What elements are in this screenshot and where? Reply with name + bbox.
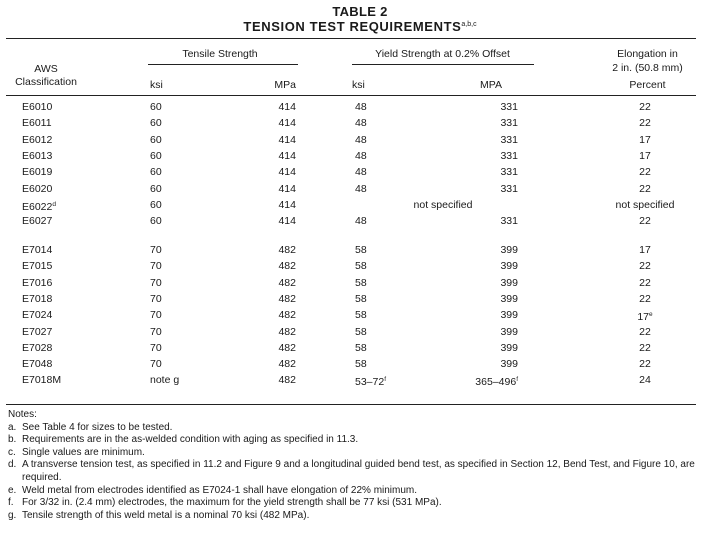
cell-t-mpa — [240, 357, 296, 371]
cell-y-ksi — [355, 100, 367, 114]
cell-text: 58 — [355, 325, 367, 338]
cell-text: E7018M — [22, 374, 62, 387]
cell-y-mpa — [468, 259, 518, 273]
header-classification: Classification — [15, 76, 77, 88]
cell-y-mpa — [468, 357, 518, 371]
cell-text: 399 — [500, 341, 518, 354]
cell-el — [590, 325, 700, 339]
cell-t-mpa — [240, 116, 296, 130]
cell-t-ksi — [150, 214, 162, 228]
cell-text: E7015 — [22, 260, 53, 273]
cell-cls — [22, 341, 52, 355]
note-text-prefix: For — [22, 497, 40, 509]
cell-text: 70 — [150, 341, 162, 354]
cell-y-ksi — [355, 214, 367, 228]
cell-t-ksi — [150, 259, 162, 273]
cell-text: 22 — [639, 117, 651, 130]
cell-text: 482 — [278, 292, 296, 305]
cell-el — [590, 198, 700, 212]
note-item — [8, 459, 698, 484]
cell-text: 17 — [639, 133, 651, 146]
cell-t-ksi — [150, 308, 162, 322]
cell-t-mpa — [240, 198, 296, 212]
cell-y-ksi — [355, 116, 367, 130]
cell-text: 399 — [500, 358, 518, 371]
cell-t-mpa — [240, 325, 296, 339]
cell-y-ksi — [355, 243, 367, 257]
note-fraction: 3/32 — [39, 497, 60, 509]
cell-cls — [22, 214, 52, 228]
cell-y-ksi — [355, 276, 367, 290]
cell-text: E7048 — [22, 358, 53, 371]
notes-list — [8, 422, 698, 523]
cell-t-ksi — [150, 165, 162, 179]
cell-text: 60 — [150, 149, 162, 162]
footnote-mark: d — [52, 200, 56, 208]
cell-y-mpa — [468, 341, 518, 355]
header-tensile-ksi: ksi — [150, 79, 163, 91]
cell-y-ksi — [355, 373, 386, 389]
cell-el — [590, 357, 700, 371]
cell-cls — [22, 198, 56, 214]
cell-text: 22 — [639, 276, 651, 289]
cell-text: 414 — [278, 149, 296, 162]
cell-text: 22 — [639, 166, 651, 179]
cell-text: 482 — [278, 374, 296, 387]
cell-el — [590, 182, 700, 196]
note-label: c. — [8, 446, 16, 458]
cell-t-ksi — [150, 133, 162, 147]
cell-text: 70 — [150, 358, 162, 371]
cell-cls — [22, 373, 61, 387]
cell-cls — [22, 308, 52, 322]
cell-text: 17 — [639, 244, 651, 256]
note-item — [8, 434, 698, 447]
note-label: e. — [8, 484, 17, 496]
cell-t-ksi — [150, 357, 162, 371]
cell-t-mpa — [240, 373, 296, 387]
cell-text: 58 — [355, 276, 367, 289]
cell-text: 331 — [500, 101, 518, 113]
cell-y-ksi — [355, 182, 367, 196]
cell-t-ksi — [150, 341, 162, 355]
note-item — [8, 510, 698, 523]
cell-text: E6022 — [22, 200, 53, 213]
cell-text: E7016 — [22, 276, 53, 289]
cell-text: 60 — [150, 166, 162, 179]
cell-text: 60 — [150, 182, 162, 195]
cell-text: 22 — [639, 101, 651, 113]
cell-el — [590, 243, 700, 257]
cell-el — [590, 133, 700, 147]
cell-y-ksi — [355, 259, 367, 273]
cell-t-mpa — [240, 276, 296, 290]
cell-t-ksi — [150, 325, 162, 339]
cell-text: 331 — [500, 166, 518, 179]
header-yield-mpa: MPA — [480, 79, 502, 91]
cell-text: 22 — [639, 325, 651, 338]
cell-el — [590, 100, 700, 114]
cell-t-mpa — [240, 259, 296, 273]
cell-text: 482 — [278, 309, 296, 322]
cell-text: E6019 — [22, 166, 53, 179]
cell-y-mpa — [468, 308, 518, 322]
cell-t-mpa — [240, 243, 296, 257]
cell-t-mpa — [240, 100, 296, 114]
cell-text: E7024 — [22, 309, 53, 322]
cell-y-mpa — [468, 116, 518, 130]
cell-text: E6010 — [22, 101, 53, 113]
header-yield-ksi: ksi — [352, 79, 365, 91]
note-label: a. — [8, 421, 17, 433]
cell-text: 17 — [639, 149, 651, 162]
cell-y-mpa — [468, 182, 518, 196]
cell-t-mpa — [240, 341, 296, 355]
cell-t-ksi — [150, 100, 162, 114]
cell-el — [590, 308, 700, 324]
cell-text: 70 — [150, 276, 162, 289]
cell-text: E6020 — [22, 182, 53, 195]
cell-text: 58 — [355, 341, 367, 354]
cell-y-mpa — [468, 276, 518, 290]
cell-cls — [22, 292, 52, 306]
cell-y-ksi — [355, 308, 367, 322]
cell-y-ksi — [355, 325, 367, 339]
cell-text: E7028 — [22, 341, 53, 354]
table-title: TABLE 2 — [332, 4, 388, 19]
cell-cls — [22, 182, 52, 196]
cell-text: 48 — [355, 101, 367, 113]
header-elongation-line1: Elongation in — [617, 48, 678, 60]
cell-y-mpa — [468, 133, 518, 147]
cell-text: E6011 — [22, 117, 52, 130]
cell-text: 60 — [150, 133, 162, 146]
cell-text: 399 — [500, 244, 518, 256]
note-text: Tensile strength of this weld metal is a nominal 70 ksi (482 MPa). — [22, 509, 310, 521]
note-text: A transverse tension test, as specified in 11.2 and Figure 9 and a longitudinal guided bend test, as specified in Section 12, Bend Test, and Figure 10, are required. — [22, 459, 695, 483]
cell-text: 482 — [278, 341, 296, 354]
cell-y-ksi — [355, 292, 367, 306]
cell-el — [590, 292, 700, 306]
cell-t-ksi — [150, 198, 162, 212]
cell-el — [590, 116, 700, 130]
note-item — [8, 447, 698, 460]
cell-text: 58 — [355, 244, 367, 256]
cell-y-mpa — [468, 214, 518, 228]
cell-text: 365–496 — [475, 376, 517, 389]
cell-text: 399 — [500, 276, 518, 289]
cell-t-ksi — [150, 373, 179, 387]
cell-text: 399 — [500, 292, 518, 305]
cell-text: 482 — [278, 244, 296, 256]
cell-text: 331 — [500, 215, 518, 228]
note-item — [8, 422, 698, 435]
header-tensile-rule — [148, 64, 298, 65]
cell-text: 22 — [639, 260, 651, 273]
note-text: in. (2.4 mm) electrodes, the maximum for the yield strength shall be 77 ksi (531 MPa). — [59, 497, 442, 509]
cell-el — [590, 214, 700, 228]
cell-cls — [22, 149, 52, 163]
header-tensile-strength: Tensile Strength — [182, 48, 258, 60]
cell-el — [590, 276, 700, 290]
cell-t-mpa — [240, 182, 296, 196]
note-text: Requirements are in the as-welded condition with aging as specified in 11.3. — [22, 434, 359, 446]
header-elongation-line2: 2 in. (50.8 mm) — [612, 62, 683, 74]
note-label: d. — [8, 459, 17, 471]
cell-text: 399 — [500, 260, 518, 273]
cell-text: not specified — [615, 198, 675, 211]
cell-y-mpa — [468, 325, 518, 339]
cell-text: 24 — [639, 374, 651, 387]
cell-cls — [22, 133, 52, 147]
cell-text: 414 — [278, 182, 296, 195]
cell-text: 414 — [278, 198, 296, 211]
cell-text: 482 — [278, 325, 296, 338]
cell-text: 399 — [500, 325, 518, 338]
header-elongation-line3: Percent — [629, 79, 666, 91]
cell-y-ksi — [355, 341, 367, 355]
cell-text: 331 — [500, 149, 518, 162]
cell-text: 414 — [278, 166, 296, 179]
cell-text: 22 — [639, 182, 651, 195]
cell-text: 414 — [278, 133, 296, 146]
cell-cls — [22, 357, 52, 371]
footnote-mark: f — [516, 376, 518, 384]
cell-text: 48 — [355, 149, 367, 162]
cell-text: 60 — [150, 101, 162, 113]
cell-text: 399 — [500, 309, 518, 322]
cell-text: 414 — [278, 117, 296, 130]
cell-cls — [22, 165, 52, 179]
cell-text: 414 — [278, 215, 296, 228]
footnote-mark: e — [649, 311, 653, 319]
note-label: f. — [8, 497, 14, 509]
cell-yield-not-specified: not specified — [413, 198, 473, 211]
cell-text: 70 — [150, 325, 162, 338]
note-label: b. — [8, 434, 17, 446]
cell-text: 482 — [278, 260, 296, 273]
cell-t-ksi — [150, 276, 162, 290]
cell-text: E7027 — [22, 325, 53, 338]
cell-y-mpa — [468, 149, 518, 163]
cell-text: E7014 — [22, 244, 53, 256]
note-item — [8, 485, 698, 498]
footnote-mark: f — [384, 376, 387, 384]
cell-el — [590, 149, 700, 163]
cell-text: 482 — [278, 276, 296, 289]
cell-text: 60 — [150, 117, 162, 130]
cell-text: 48 — [355, 182, 367, 195]
cell-text: 331 — [500, 133, 518, 146]
cell-text: E6012 — [22, 133, 53, 146]
cell-t-mpa — [240, 149, 296, 163]
note-label: g. — [8, 509, 17, 521]
cell-text: 58 — [355, 292, 367, 305]
cell-text: 58 — [355, 260, 367, 273]
cell-y-mpa — [468, 100, 518, 114]
cell-cls — [22, 259, 52, 273]
table-top-rule — [6, 38, 696, 39]
cell-text: 70 — [150, 292, 162, 305]
cell-text: 60 — [150, 198, 162, 211]
cell-t-mpa — [240, 165, 296, 179]
note-text: Single values are minimum. — [22, 446, 145, 458]
cell-y-mpa — [468, 292, 518, 306]
cell-text: 58 — [355, 358, 367, 371]
note-text: Weld metal from electrodes identified as E7024-1 shall have elongation of 22% minimum. — [22, 484, 418, 496]
header-tensile-mpa: MPa — [274, 79, 296, 91]
cell-cls — [22, 243, 52, 257]
cell-el — [590, 341, 700, 355]
cell-y-mpa — [468, 243, 518, 257]
cell-y-ksi — [355, 149, 367, 163]
cell-text: 17 — [637, 311, 650, 324]
cell-t-mpa — [240, 308, 296, 322]
cell-text: 22 — [639, 358, 651, 371]
cell-text: 48 — [355, 133, 367, 146]
cell-text: E6013 — [22, 149, 53, 162]
cell-y-mpa — [468, 165, 518, 179]
cell-text: 22 — [639, 215, 651, 228]
header-aws: AWS — [34, 63, 58, 75]
cell-el — [590, 259, 700, 273]
cell-text: note g — [150, 374, 180, 387]
cell-el — [590, 165, 700, 179]
header-bottom-rule — [6, 95, 696, 96]
cell-y-ksi — [355, 357, 367, 371]
cell-text: 331 — [500, 182, 518, 195]
table-bottom-rule — [6, 404, 696, 405]
cell-text: 482 — [278, 358, 296, 371]
cell-text: 58 — [355, 309, 367, 322]
cell-t-ksi — [150, 292, 162, 306]
header-yield-strength: Yield Strength at 0.2% Offset — [375, 48, 510, 60]
table-subtitle-text: TENSION TEST REQUIREMENTS — [243, 19, 462, 34]
cell-el — [590, 373, 700, 387]
cell-text: E7018 — [22, 292, 53, 305]
cell-t-mpa — [240, 214, 296, 228]
cell-text: 70 — [150, 244, 162, 256]
cell-text: 22 — [639, 341, 651, 354]
note-item — [8, 497, 698, 510]
cell-y-ksi — [355, 165, 367, 179]
cell-cls — [22, 276, 52, 290]
cell-text: 48 — [355, 215, 367, 228]
cell-t-ksi — [150, 149, 162, 163]
cell-text: E6027 — [22, 215, 53, 228]
table-subtitle — [0, 19, 720, 34]
cell-text: 48 — [355, 166, 367, 179]
cell-text: 414 — [278, 101, 296, 113]
cell-text: 22 — [639, 292, 651, 305]
notes-section — [8, 409, 698, 522]
cell-t-mpa — [240, 133, 296, 147]
header-yield-rule — [352, 64, 534, 65]
cell-cls — [22, 100, 52, 114]
cell-t-mpa — [240, 292, 296, 306]
cell-text: 70 — [150, 260, 162, 273]
cell-t-ksi — [150, 182, 162, 196]
cell-cls — [22, 116, 52, 130]
note-text: See Table 4 for sizes to be tested. — [22, 421, 173, 433]
cell-text: 53–72 — [355, 376, 385, 389]
cell-t-ksi — [150, 243, 162, 257]
table-subtitle-footnote-marks: a,b,c — [461, 21, 477, 28]
cell-t-ksi — [150, 116, 162, 130]
cell-text: 331 — [500, 117, 518, 130]
cell-cls — [22, 325, 52, 339]
cell-text: 60 — [150, 215, 162, 228]
cell-text: 70 — [150, 309, 162, 322]
cell-y-mpa — [468, 373, 518, 389]
notes-heading: Notes: — [8, 409, 37, 420]
cell-y-ksi — [355, 133, 367, 147]
cell-text: 48 — [355, 117, 367, 130]
